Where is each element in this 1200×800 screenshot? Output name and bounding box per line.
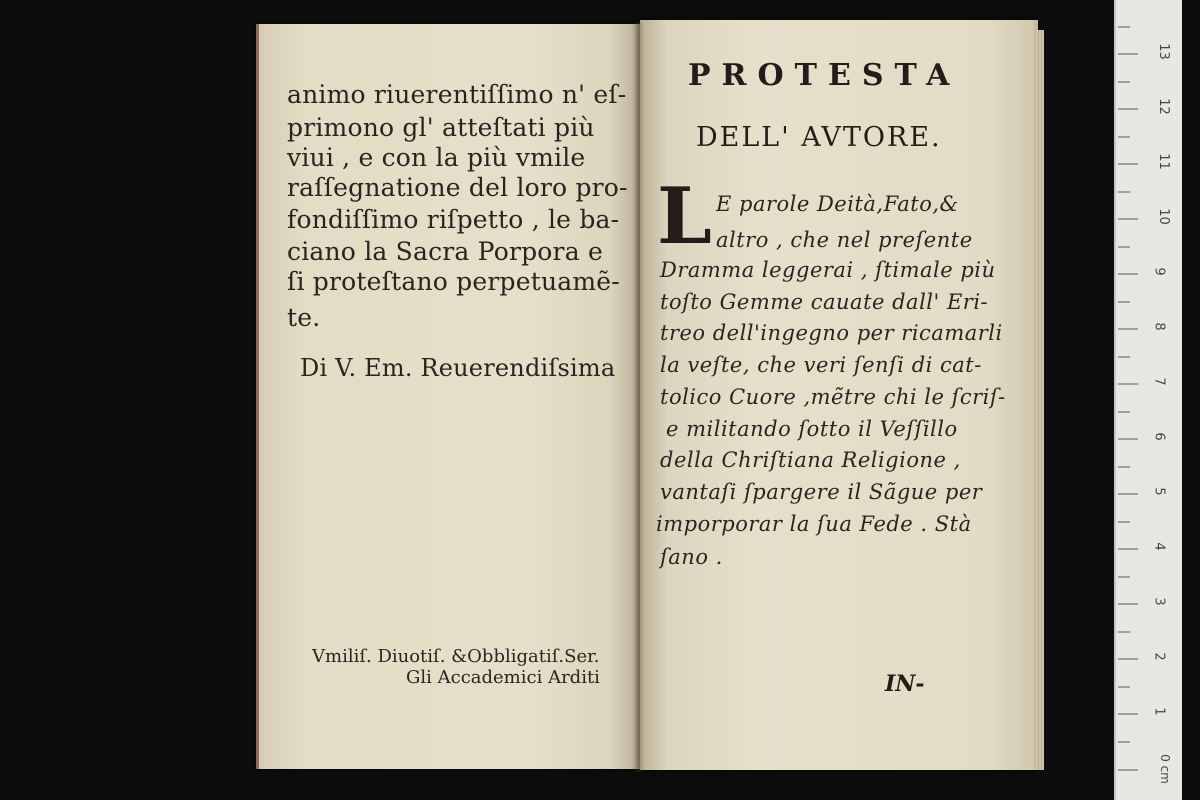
left-page-line: primono gl' atteſtati più [287,113,595,142]
drop-cap: L [657,171,712,262]
ruler-number: 11 [1155,153,1171,170]
left-page-line: raſſegnatione del loro pro- [287,173,628,202]
right-page-line: la veſte, che veri ſenſi di cat- [660,353,982,377]
ruler-number: 12 [1155,98,1171,115]
signature-line: Gli Accademici Arditi [406,667,600,688]
right-page-line: Dramma leggerai , ſtimale più [660,258,996,282]
right-page-line: treo dell'ingegno per ricamarli [660,321,1003,345]
ruler-ticks [1116,0,1182,800]
left-page-line: viui , e con la più vmile [287,143,586,172]
ruler-number: 2 [1151,652,1167,661]
closing-salutation: Di V. Em. Reuerendiſsima [300,354,616,382]
right-page-line: ſano . [660,545,723,569]
book-gutter [632,22,644,772]
ruler-number: 3 [1151,597,1167,606]
ruler-number: 7 [1151,377,1167,386]
ruler-number: 9 [1151,267,1167,276]
page-subtitle: DELL' AVTORE. [696,122,942,153]
right-page-line: altro , che nel preſente [716,228,973,252]
ruler-number: 8 [1151,322,1167,331]
left-page-line: ſi proteſtano perpetuamẽ- [287,267,620,296]
right-page-line: E parole Deità,Fato,& [716,192,959,216]
ruler-number: 13 [1155,43,1171,60]
left-page-line: animo riuerentiſſimo n' eſ- [287,80,627,109]
left-page-line: fondiſſimo riſpetto , le ba- [287,205,620,234]
right-page-line: e militando ſotto il Veſſillo [666,417,958,441]
measurement-ruler [1114,0,1182,800]
ruler-number: 6 [1151,432,1167,441]
ruler-number: 4 [1151,542,1167,551]
right-page-line: toſto Gemme cauate dall' Eri- [660,290,989,314]
left-page-line: ciano la Sacra Porpora e [287,237,603,266]
right-page-line: vantaſi ſpargere il Sãgue per [660,480,983,504]
ruler-number: 5 [1151,487,1167,496]
right-page-line: tolico Cuore ,mẽtre chi le ſcriſ- [660,385,1006,409]
signature-line: Vmiliſ. Diuotiſ. &Obbligatiſ.Ser. [312,646,600,667]
left-page-line: te. [287,303,321,332]
ruler-number: 10 [1155,208,1171,225]
ruler-unit-label: 0 cm [1157,754,1172,784]
ruler-number: 1 [1151,707,1167,716]
right-page-line: della Chriſtiana Religione , [660,448,961,472]
right-page-line: imporporar la ſua Fede . Stà [656,512,972,536]
page-title: PROTESTA [688,58,961,93]
catchword: IN- [885,671,925,697]
